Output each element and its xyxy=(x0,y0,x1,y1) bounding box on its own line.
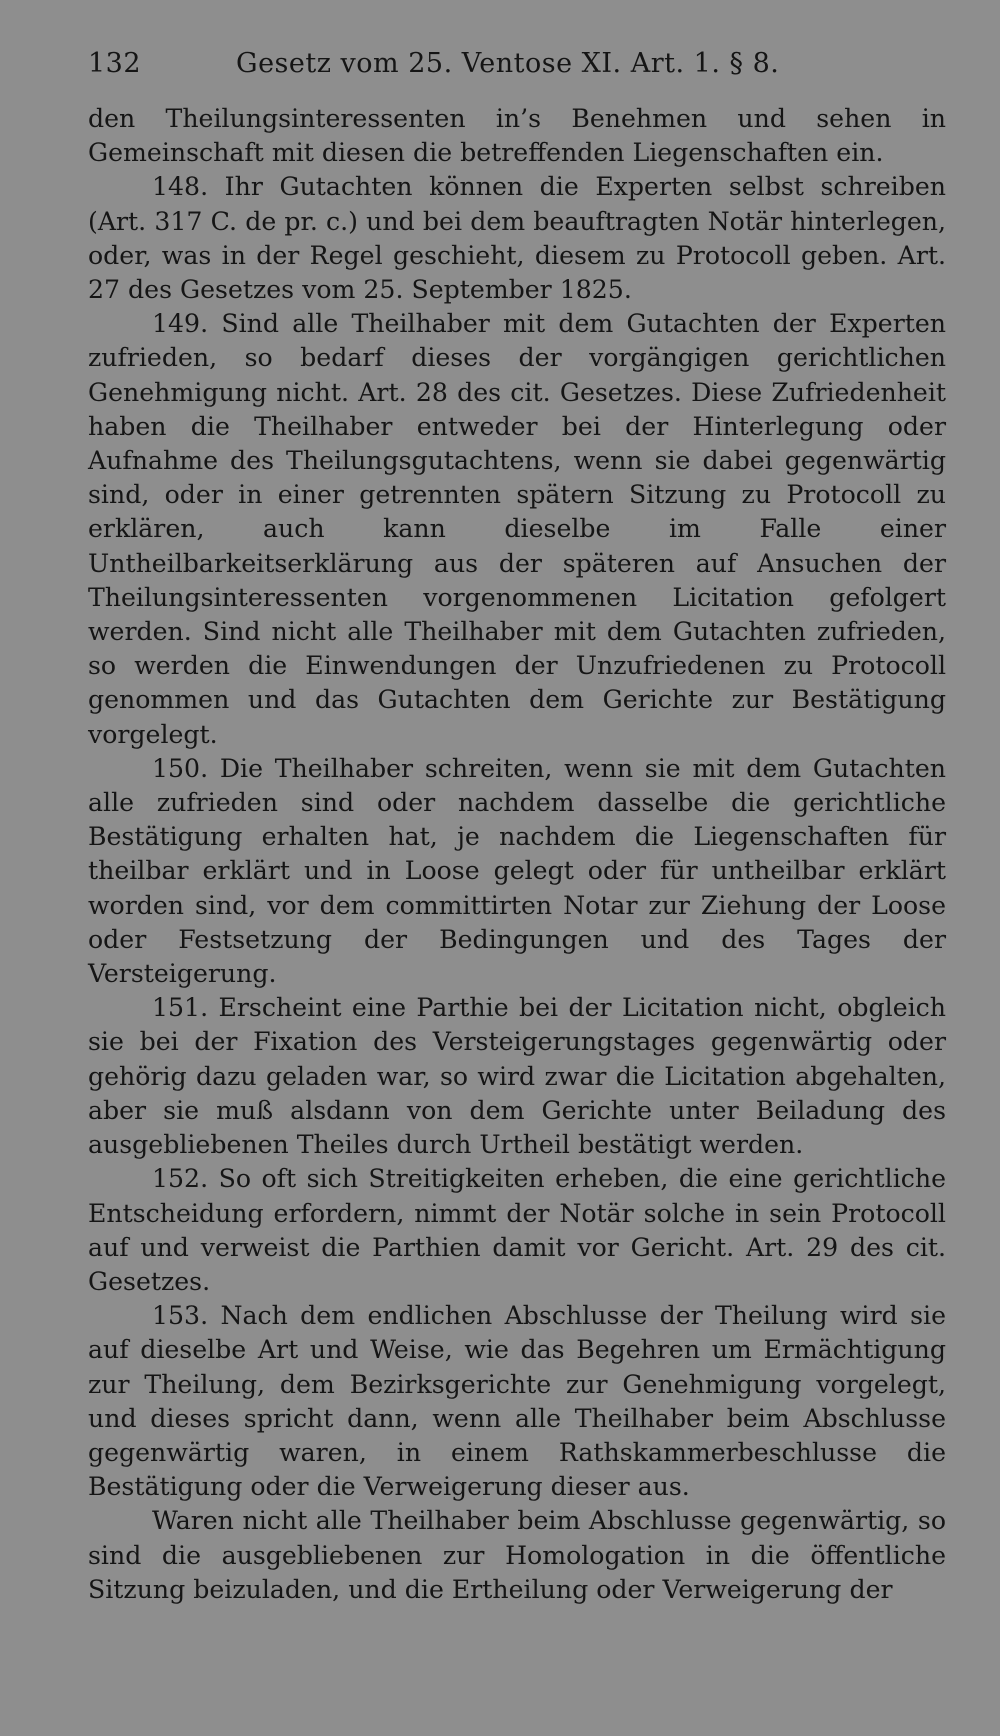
paragraph-final: Waren nicht alle Theilhaber beim Abschlusse gegenwärtig, so sind die ausgebliebenen zur Homologation in die öffentliche Sitzung beizuladen, und die Ertheilung oder Verweigerung der xyxy=(88,1506,946,1604)
paragraph-149: 149. Sind alle Theilhaber mit dem Gutachten der Experten zufrieden, so bedarf dieses der vorgängigen gerichtlichen Genehmigung nicht. Art. 28 des cit. Gesetzes. Diese Zufriedenheit haben die Theilhaber entweder bei der Hinterlegung oder Aufnahme des Theilungsgutachtens, wenn sie dabei gegenwärtig sind, oder in einer getrennten spätern Sitzung zu Protocoll zu erklären, auch kann dieselbe im Falle einer Untheilbarkeitserklärung aus der späteren auf Ansuchen der Theilungsinteressenten vorgenommenen Licitation gefolgert werden. Sind nicht alle Theilhaber mit dem Gutachten zufrieden, so werden die Einwendungen der Unzufriedenen zu Protocoll genommen und das Gutachten dem Gerichte zur Bestätigung vorgelegt. xyxy=(88,309,946,749)
paragraph-continuation: den Theilungsinteressenten in’s Benehmen und sehen in Gemeinschaft mit diesen die betreffenden Liegenschaften ein. xyxy=(88,104,946,168)
paragraph-152: 152. So oft sich Streitigkeiten erheben, die eine gerichtliche Entscheidung erfordern, nimmt der Notär solche in sein Protocoll auf und verweist die Parthien damit vor Gericht. Art. 29 des cit. Gesetzes. xyxy=(88,1164,946,1296)
paragraph-150: 150. Die Theilhaber schreiten, wenn sie mit dem Gutachten alle zufrieden sind oder nachdem dasselbe die gerichtliche Bestätigung erhalten hat, je nachdem die Liegenschaften für theilbar erklärt und in Loose gelegt oder für untheilbar erklärt worden sind, vor dem committirten Notar zur Ziehung der Loose oder Festsetzung der Bedingungen und des Tages der Versteigerung. xyxy=(88,753,946,989)
paragraph-148: 148. Ihr Gutachten können die Experten selbst schreiben (Art. 317 C. de pr. c.) und bei dem beauftragten Notär hinterlegen, oder, was in der Regel geschieht, diesem zu Protocoll geben. Art. 27 des Gesetzes vom 25. September 1825. xyxy=(88,172,946,305)
running-head: Gesetz vom 25. Ventose XI. Art. 1. § 8. xyxy=(236,48,780,79)
document-page xyxy=(88,48,946,1607)
page-number: 132 xyxy=(88,48,142,79)
body-text xyxy=(88,102,946,1607)
page-header xyxy=(88,48,946,102)
paragraph-151: 151. Erscheint eine Parthie bei der Licitation nicht, obgleich sie bei der Fixation des Versteigerungstages gegenwärtig oder gehörig dazu geladen war, so wird zwar die Licitation abgehalten, aber sie muß alsdann von dem Gerichte unter Beiladung des ausgebliebenen Theiles durch Urtheil bestätigt werden. xyxy=(88,993,946,1160)
paragraph-153: 153. Nach dem endlichen Abschlusse der Theilung wird sie auf dieselbe Art und Weise, wie das Begehren um Ermächtigung zur Theilung, dem Bezirksgerichte zur Genehmigung vorgelegt, und dieses spricht dann, wenn alle Theilhaber beim Abschlusse gegenwärtig waren, in einem Rathskammerbeschlusse die Bestätigung oder die Verweigerung dieser aus. xyxy=(88,1301,946,1502)
